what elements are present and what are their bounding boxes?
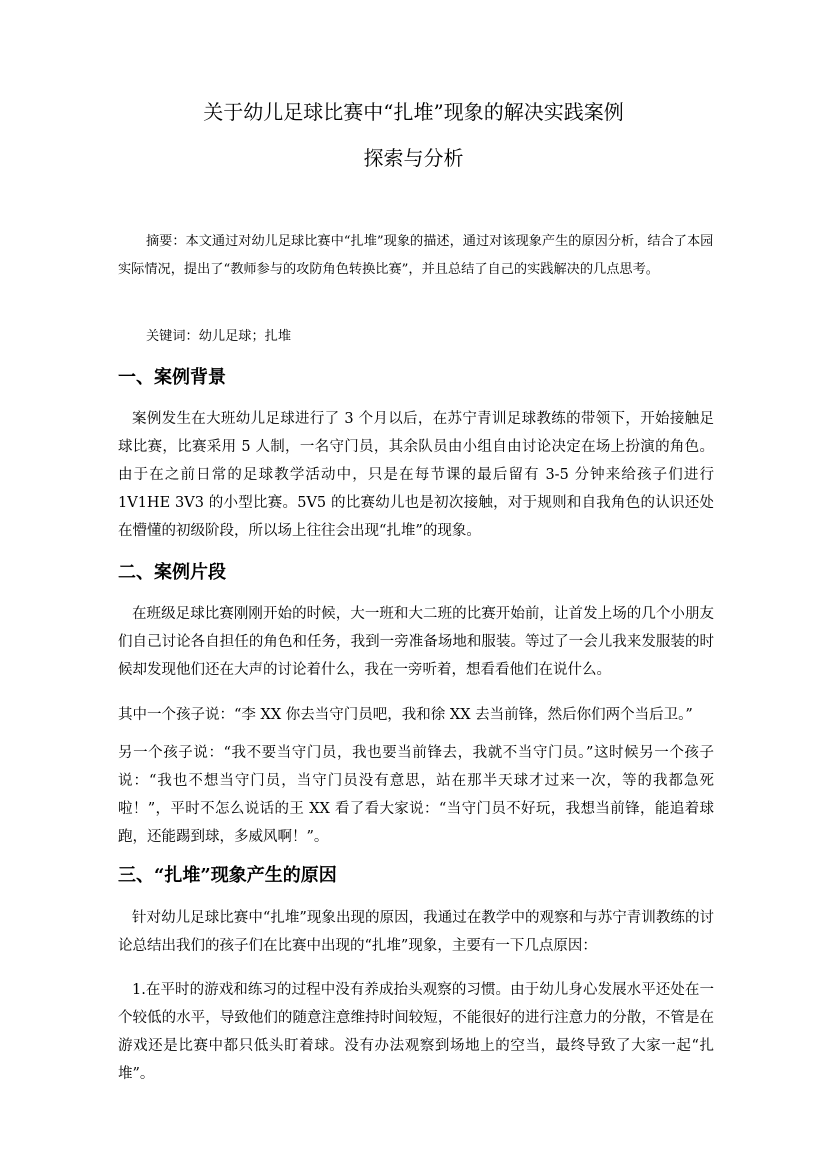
background-paragraph: 案例发生在大班幼儿足球进行了 3 个月以后，在苏宁青训足球教练的带领下，开始接触足球比赛，比赛采用 5 人制，一名守门员，其余队员由小组自由讨论决定在场上扮演的角色。由于在之前日常的足球教学活动中，只是在每节课的最后留有 3-5 分钟来给孩子们进行 1V1HE 3V3 的小型比赛。5V5 的比赛幼儿也是初次接触，对于规则和自我角色的认识还处在懵懂的初级阶段，所以场上往往会出现“扎堆”的现象。 xyxy=(118,411,714,539)
keywords-line: 关键词：幼儿足球；扎堆 xyxy=(146,329,292,344)
fragment-paragraph-intro: 在班级足球比赛刚刚开始的时候，大一班和大二班的比赛开始前，让首发上场的几个小朋友们自己讨论各自担任的角色和任务，我到一旁准备场地和服装。等过了一会儿我来发服装的时候却发现他们还在大声的讨论着什么，我在一旁听着，想看看他们在说什么。 xyxy=(118,606,714,678)
causes-paragraph-point-1: 1.在平时的游戏和练习的过程中没有养成抬头观察的习惯。由于幼儿身心发展水平还处在一个较低的水平，导致他们的随意注意维持时间较短，不能很好的进行注意力的分散，不管是在游戏还是比赛中都只低头盯着球。没有办法观察到场地上的空当，最终导致了大家一起“扎堆”。 xyxy=(118,982,714,1082)
section-heading-background: 一、案例背景 xyxy=(118,367,226,388)
fragment-paragraph-quote-1: 其中一个孩子说：“李 XX 你去当守门员吧，我和徐 XX 去当前锋，然后你们两个当后卫。” xyxy=(118,707,693,723)
fragment-paragraph-quote-2: 另一个孩子说：“我不要当守门员，我也要当前锋去，我就不当守门员。”这时候另一个孩子说：“我也不想当守门员，当守门员没有意思，站在那半天球才过来一次，等的我都急死啦！”，平时不怎么说话的王 XX 看了看大家说：“当守门员不好玩，我想当前锋，能追着球跑，还能踢到球，多威风啊！”。 xyxy=(118,745,714,845)
section-heading-causes: 三、“扎堆”现象产生的原因 xyxy=(118,865,337,886)
abstract-paragraph: 摘要：本文通过对幼儿足球比赛中“扎堆”现象的描述，通过对该现象产生的原因分析，结合了本园实际情况，提出了“教师参与的攻防角色转换比赛”，并且总结了自己的实践解决的几点思考。 xyxy=(118,234,714,277)
document-title-line-1: 关于幼儿足球比赛中“扎堆”现象的解决实践案例 xyxy=(203,100,624,124)
section-heading-fragment: 二、案例片段 xyxy=(118,562,226,583)
causes-paragraph-intro: 针对幼儿足球比赛中“扎堆”现象出现的原因，我通过在教学中的观察和与苏宁青训教练的讨论总结出我们的孩子们在比赛中出现的“扎堆”现象，主要有一下几点原因： xyxy=(118,910,714,954)
document-title-line-2: 探索与分析 xyxy=(363,146,464,170)
